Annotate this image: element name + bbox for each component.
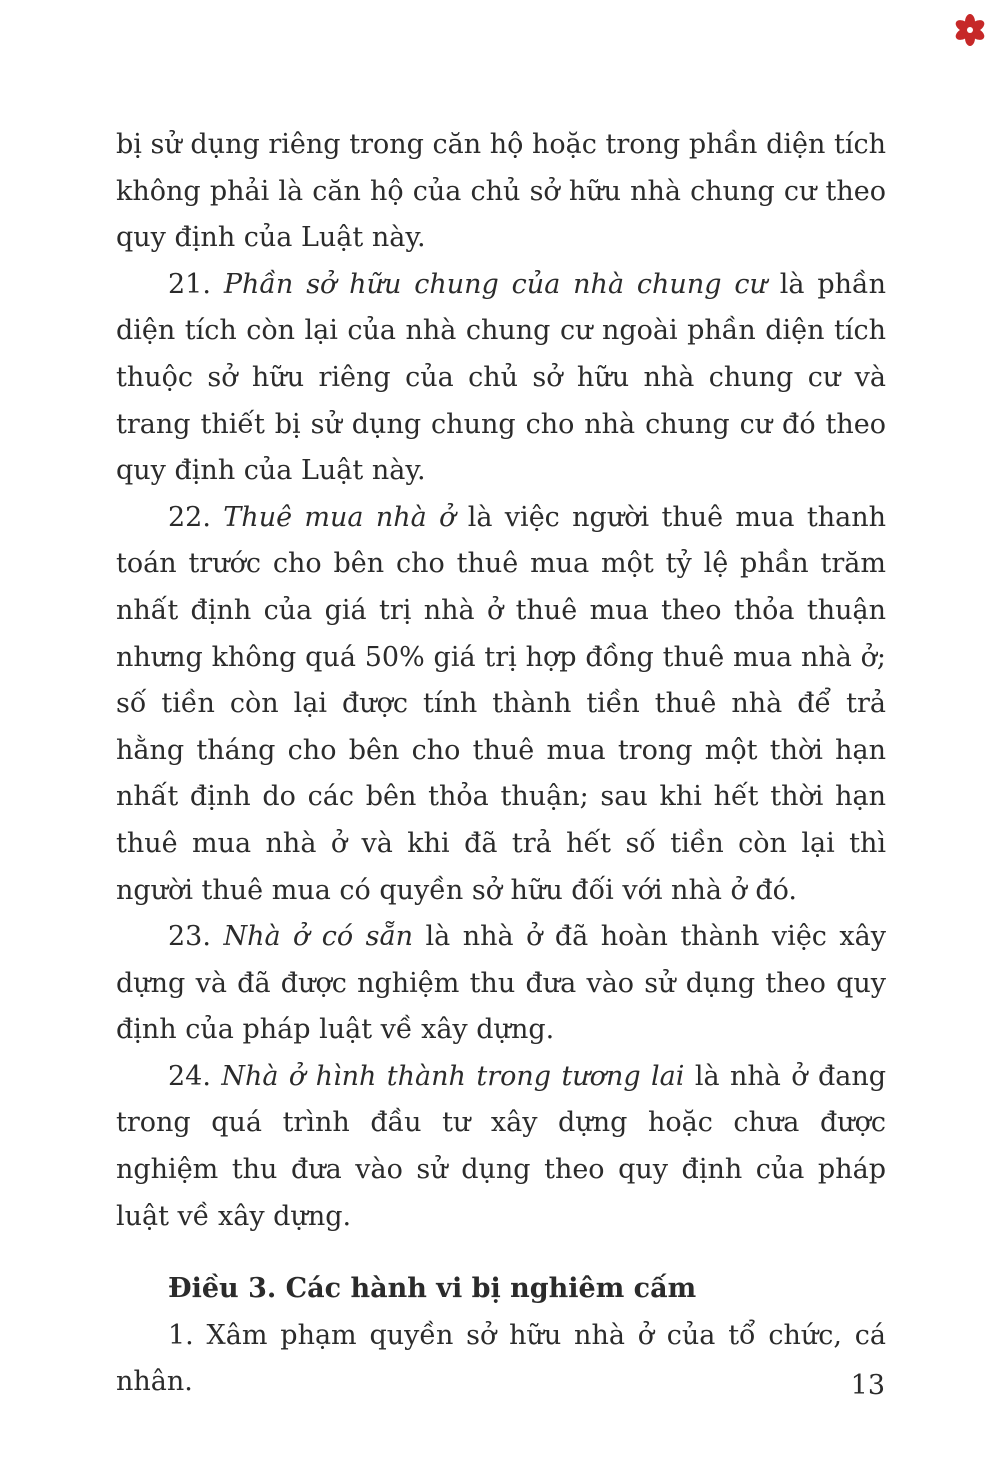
definition-text: là phần diện tích còn lại của nhà chung cư ngoài phần diện tích thuộc sở hữu riêng của chủ sở hữu nhà chung cư và trang thiết bị sử dụng chung cho nhà chung cư đó theo quy định của Luật này. bbox=[116, 268, 886, 487]
definition-term: Phần sở hữu chung của nhà chung cư bbox=[223, 268, 767, 300]
flower-logo-icon bbox=[952, 12, 988, 48]
definition-22 bbox=[116, 495, 886, 914]
document-body bbox=[116, 122, 886, 1406]
definition-term: Nhà ở có sẵn bbox=[223, 921, 413, 953]
definition-23 bbox=[116, 914, 886, 1054]
article-item-1: 1. Xâm phạm quyền sở hữu nhà ở của tổ chức, cá nhân. bbox=[116, 1319, 886, 1398]
definition-21 bbox=[116, 262, 886, 495]
definition-term: Nhà ở hình thành trong tương lai bbox=[221, 1060, 685, 1092]
definition-number: 22. bbox=[168, 501, 224, 533]
paragraph-continuation bbox=[116, 122, 886, 262]
article-heading: Điều 3. Các hành vi bị nghiêm cấm bbox=[168, 1273, 697, 1305]
definition-number: 23. bbox=[168, 921, 224, 953]
definition-24 bbox=[116, 1054, 886, 1240]
definition-term: Thuê mua nhà ở bbox=[223, 501, 456, 533]
definition-text: là việc người thuê mua thanh toán trước cho bên cho thuê mua một tỷ lệ phần trăm nhất định của giá trị nhà ở thuê mua theo thỏa thuận nhưng không quá 50% giá trị hợp đồng thuê mua nhà ở; số tiền còn lại được tính thành tiền thuê nhà để trả hằng tháng cho bên cho thuê mua trong một thời hạn nhất định do các bên thỏa thuận; sau khi hết thời hạn thuê mua nhà ở và khi đã trả hết số tiền còn lại thì người thuê mua có quyền sở hữu đối với nhà ở đó. bbox=[116, 501, 886, 906]
paragraph-text: bị sử dụng riêng trong căn hộ hoặc trong phần diện tích không phải là căn hộ của chủ sở hữu nhà chung cư theo quy định của Luật này. bbox=[116, 129, 886, 254]
definition-number: 21. bbox=[168, 268, 224, 300]
definition-text: là nhà ở đã hoàn thành việc xây dựng và đã được nghiệm thu đưa vào sử dụng theo quy định của pháp luật về xây dựng. bbox=[116, 921, 886, 1046]
definition-text: là nhà ở đang trong quá trình đầu tư xây dựng hoặc chưa được nghiệm thu đưa vào sử dụng theo quy định của pháp luật về xây dựng. bbox=[116, 1060, 887, 1232]
definition-number: 24. bbox=[168, 1060, 222, 1092]
page-number: 13 bbox=[850, 1370, 885, 1401]
